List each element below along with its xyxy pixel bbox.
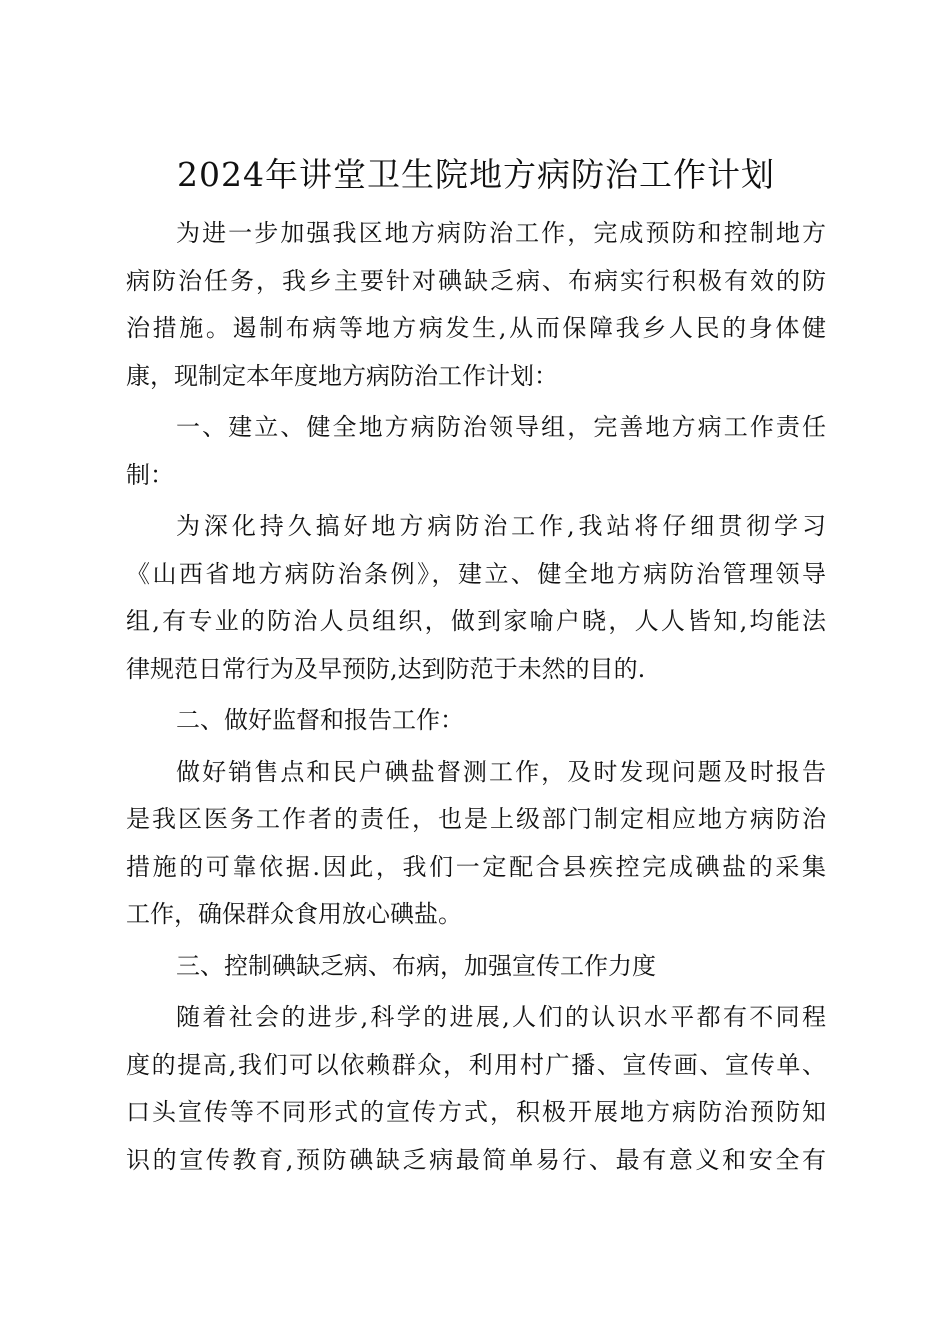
text-line: 康，现制定本年度地方病防治工作计划： — [126, 361, 558, 390]
text-line: 三、控制碘缺乏病、布病，加强宣传工作力度 — [176, 951, 656, 980]
text-line: 一、建立、健全地方病防治领导组，完善地方病工作责任 — [176, 413, 826, 441]
text-line: 随着社会的进步,科学的进展,人们的认识水平都有不同程 — [176, 1003, 826, 1031]
text-line: 律规范日常行为及早预防,达到防范于未然的目的. — [126, 654, 646, 683]
text-line: 二、做好监督和报告工作： — [176, 706, 464, 734]
section-heading-1 — [126, 404, 826, 499]
text-line: 为深化持久搞好地方病防治工作,我站将仔细贯彻学习 — [176, 512, 826, 540]
document-page — [126, 148, 826, 1188]
document-title: 2024年讲堂卫生院地方病防治工作计划 — [177, 155, 775, 194]
text-line: 为进一步加强我区地方病防治工作，完成预防和控制地方 — [176, 219, 826, 247]
section-heading-3 — [126, 943, 826, 991]
paragraph-section-3 — [126, 994, 826, 1184]
text-line: 口头宣传等不同形式的宣传方式，积极开展地方病防治预防知 — [126, 1098, 826, 1126]
text-line: 制： — [126, 460, 174, 489]
paragraph-intro — [126, 210, 826, 400]
text-line: 组,有专业的防治人员组织，做到家喻户晓，人人皆知,均能法 — [126, 607, 826, 635]
paragraph-section-2 — [126, 749, 826, 939]
paragraph-section-1 — [126, 503, 826, 693]
text-line: 治措施。遏制布病等地方病发生,从而保障我乡人民的身体健 — [126, 314, 826, 342]
text-line: 识的宣传教育,预防碘缺乏病最简单易行、最有意义和安全有 — [126, 1145, 826, 1174]
text-line: 度的提高,我们可以依赖群众，利用村广播、宣传画、宣传单、 — [126, 1050, 826, 1079]
text-line: 《山西省地方病防治条例》，建立、健全地方病防治管理领导 — [126, 559, 826, 588]
text-line: 措施的可靠依据.因此，我们一定配合县疾控完成碘盐的采集 — [126, 852, 826, 881]
section-heading-2 — [126, 697, 826, 745]
text-line: 做好销售点和民户碘盐督测工作，及时发现问题及时报告 — [176, 757, 826, 786]
text-line: 是我区医务工作者的责任，也是上级部门制定相应地方病防治 — [126, 805, 826, 833]
text-line: 工作，确保群众食用放心碘盐。 — [126, 900, 462, 928]
text-line: 病防治任务，我乡主要针对碘缺乏病、布病实行积极有效的防 — [126, 266, 826, 295]
